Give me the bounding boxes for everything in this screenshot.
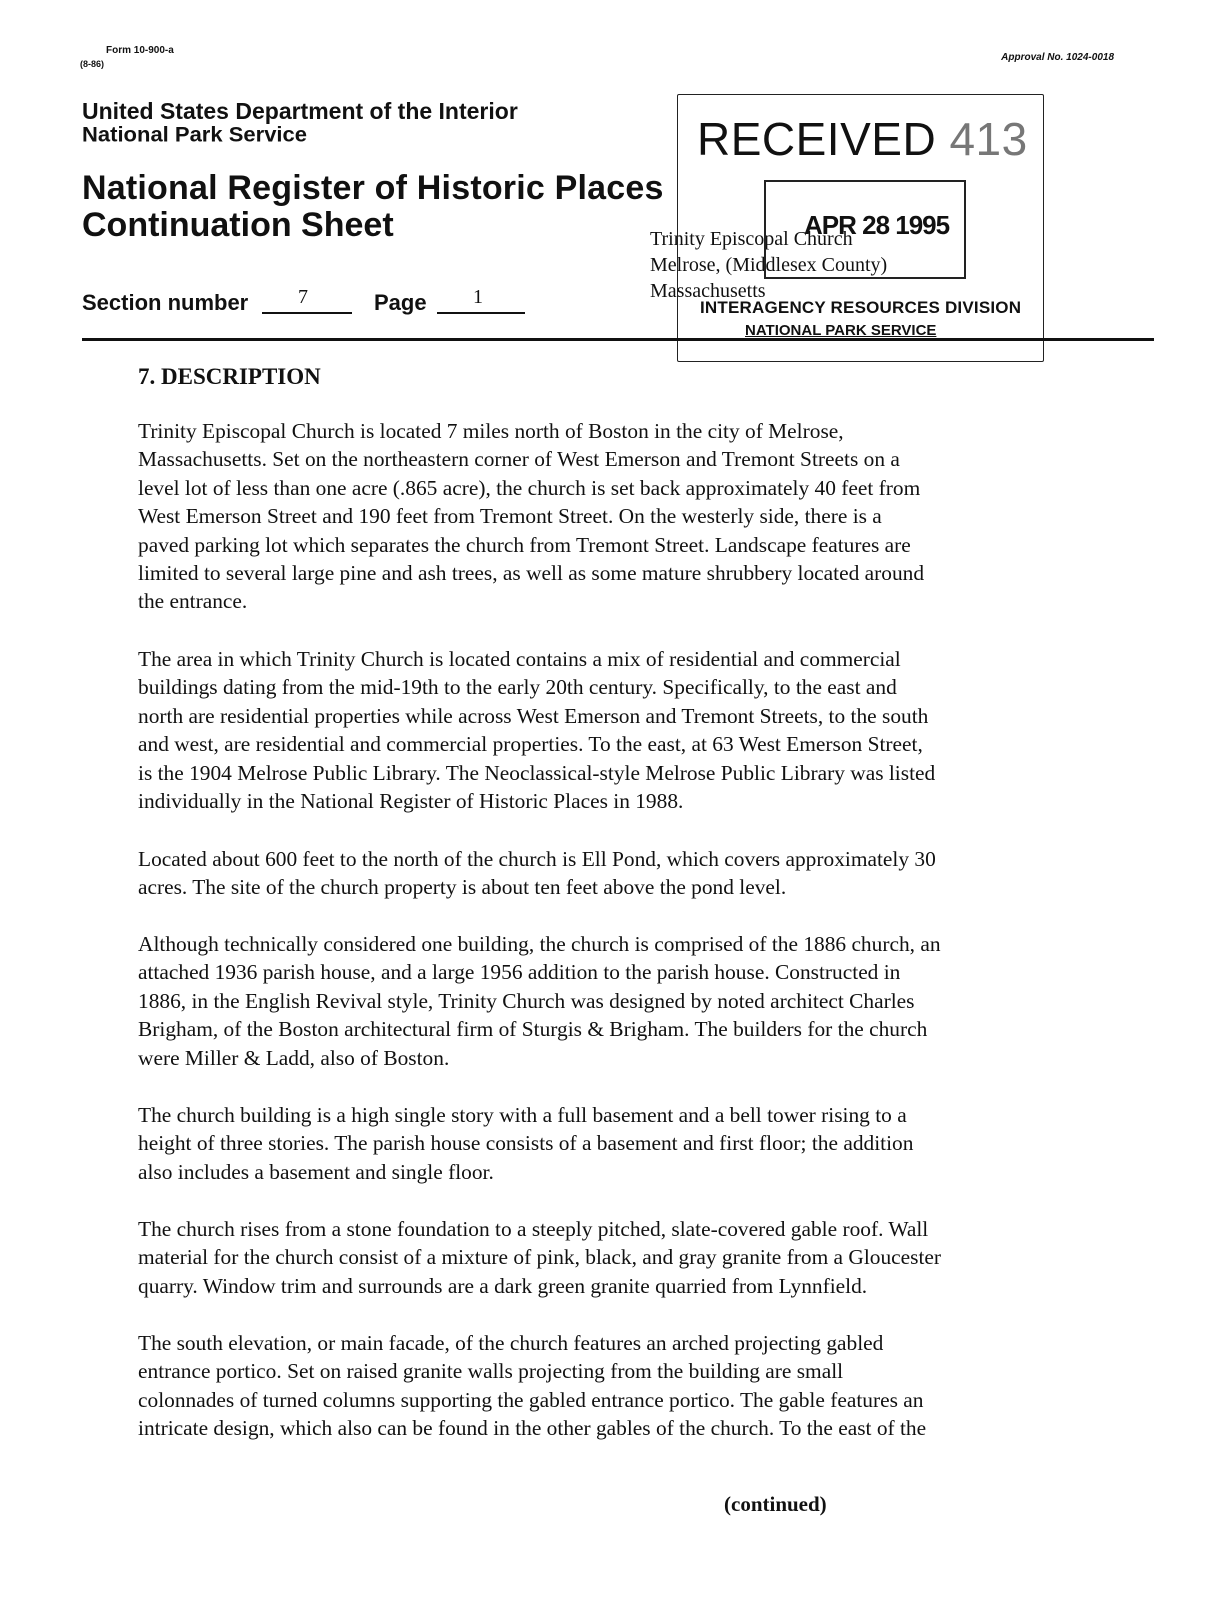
header-rule [82,338,1154,341]
paragraph: The church building is a high single story with a full basement and a bell tower rising to a height of three stories. The parish house consists of a basement and first floor; the addition also includes a basement and single floor. [138,1103,914,1184]
section-number-value: 7 [298,286,308,308]
paragraph: Located about 600 feet to the north of the church is Ell Pond, which covers approximately 30 acres. The site of the church property is about ten feet above the pond level. [138,847,936,900]
stamp-code: 413 [949,113,1028,165]
stamp-division: INTERAGENCY RESOURCES DIVISION [700,298,1022,317]
paragraph: The church rises from a stone foundation to a steeply pitched, slate-covered gable roof. Wall material for the church consist of a mixture of pink, black, and gray granite from a Gloucester quarry. Window trim and surrounds are a dark green granite quarried from Lynnfield. [138,1217,942,1298]
stamp-received-text: RECEIVED 413 [697,113,1028,165]
document-subtitle: Continuation Sheet [82,206,394,244]
department-name: United States Department of the Interior [82,98,518,124]
section-number-line [262,312,352,314]
page-number-line [437,312,525,314]
stamp-date: APR 28 1995 [804,210,950,240]
section-number-label: Section number [82,290,249,315]
form-date: (8-86) [80,59,105,69]
property-location: Melrose, (Middlesex County) [650,254,888,276]
service-name: National Park Service [82,122,308,147]
paragraph: Trinity Episcopal Church is located 7 miles north of Boston in the city of Melrose, Massachusetts. Set on the northeastern corner of West Emerson and Tremont Streets on a level lot of less than one acre (.865 acre), the church is set back approximately 40 feet from West Emerson Street and 190 feet from Tremont Street. On the westerly side, there is a paved parking lot which separates the church from Tremont Street. Landscape features are limited to several large pine and ash trees, as well as some mature shrubbery located around the entrance. [138,419,925,614]
paragraph: The area in which Trinity Church is located contains a mix of residential and commercial buildings dating from the mid-19th to the early 20th century. Specifically, to the east and north are residential properties while across West Emerson and Tremont Streets, to the south and west, are residential and commercial properties. To the east, at 63 West Emerson Street, is the 1904 Melrose Public Library. The Neoclassical-style Melrose Public Library was listed individually in the National Register of Historic Places in 1988. [138,647,936,814]
page-label: Page [374,290,427,315]
page-number-value: 1 [473,286,483,308]
approval-number: Approval No. 1024-0018 [1001,52,1114,63]
form-number: Form 10-900-a [106,45,174,56]
document-title: National Register of Historic Places [82,169,664,207]
paragraph: The south elevation, or main facade, of the church features an arched projecting gabled entrance portico. Set on raised granite walls projecting from the building are small colonnades of turned columns supporting the gabled entrance portico. The gable features an intricate design, which also can be found in the other gables of the church. To the east of the [138,1331,927,1441]
stamp-service: NATIONAL PARK SERVICE [745,322,937,339]
property-name: Trinity Episcopal Church [650,228,853,250]
continued-note: (continued) [724,1492,827,1516]
paragraph: Although technically considered one building, the church is comprised of the 1886 church, an attached 1936 parish house, and a large 1956 addition to the parish house. Constructed in 1886, in the English Revival style, Trinity Church was designed by noted architect Charles Brigham, of the Boston architectural firm of Sturgis & Brigham. The builders for the church were Miller & Ladd, also of Boston. [138,932,941,1070]
property-state: Massachusetts [650,280,766,302]
section-heading: 7. DESCRIPTION [138,364,321,389]
